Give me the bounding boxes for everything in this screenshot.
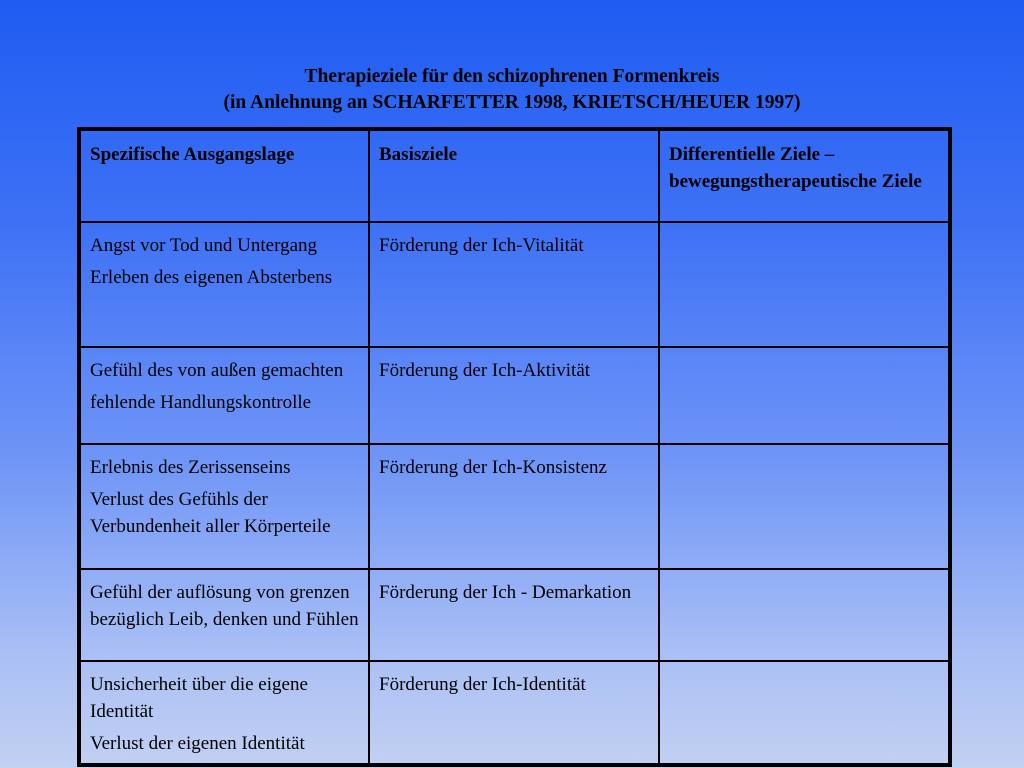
situation-text: fehlende Handlungskontrolle [90, 392, 312, 413]
title-line-2: (in Anlehnung an SCHARFETTER 1998, KRIETSCH/HEUER 1997) [223, 92, 801, 113]
situation-text: Erleben des eigenen Absterbens [90, 267, 333, 288]
situation-text: Gefühl der auflösung von grenzen bezüglich Leib, denken und Fühlen [90, 582, 359, 630]
situation-cell [79, 569, 369, 661]
table-row [79, 661, 950, 765]
therapy-goals-table [77, 127, 952, 767]
differential-goal-cell [659, 569, 950, 661]
header-differential-goals: Differentielle Ziele – bewegungstherapeutische Ziele [659, 129, 950, 222]
basis-goal-cell: Förderung der Ich-Konsistenz [369, 444, 659, 569]
basis-goal-cell: Förderung der Ich-Aktivität [369, 347, 659, 444]
table-row [79, 444, 950, 569]
situation-text: Verlust des Gefühls der Verbundenheit aller Körperteile [90, 489, 331, 537]
table-row [79, 347, 950, 444]
basis-goal-cell: Förderung der Ich-Vitalität [369, 222, 659, 347]
header-basis-goals: Basisziele [369, 129, 659, 222]
differential-goal-cell [659, 347, 950, 444]
table-header-row [79, 129, 950, 222]
situation-text: Unsicherheit über die eigene Identität [90, 674, 308, 722]
differential-goal-cell [659, 444, 950, 569]
situation-cell [79, 444, 369, 569]
basis-goal-cell: Förderung der Ich-Identität [369, 661, 659, 765]
slide-title [0, 64, 1024, 116]
situation-text: Angst vor Tod und Untergang [90, 235, 318, 256]
differential-goal-cell [659, 661, 950, 765]
differential-goal-cell [659, 222, 950, 347]
situation-cell [79, 347, 369, 444]
situation-text: Erlebnis des Zerissenseins [90, 457, 291, 478]
situation-text: Gefühl des von außen gemachten [90, 360, 344, 381]
table-row [79, 569, 950, 661]
situation-text: Verlust der eigenen Identität [90, 733, 305, 754]
basis-goal-cell: Förderung der Ich - Demarkation [369, 569, 659, 661]
title-line-1: Therapieziele für den schizophrenen Formenkreis [304, 66, 720, 87]
situation-cell [79, 222, 369, 347]
header-situation: Spezifische Ausgangslage [79, 129, 369, 222]
table-row [79, 222, 950, 347]
situation-cell [79, 661, 369, 765]
